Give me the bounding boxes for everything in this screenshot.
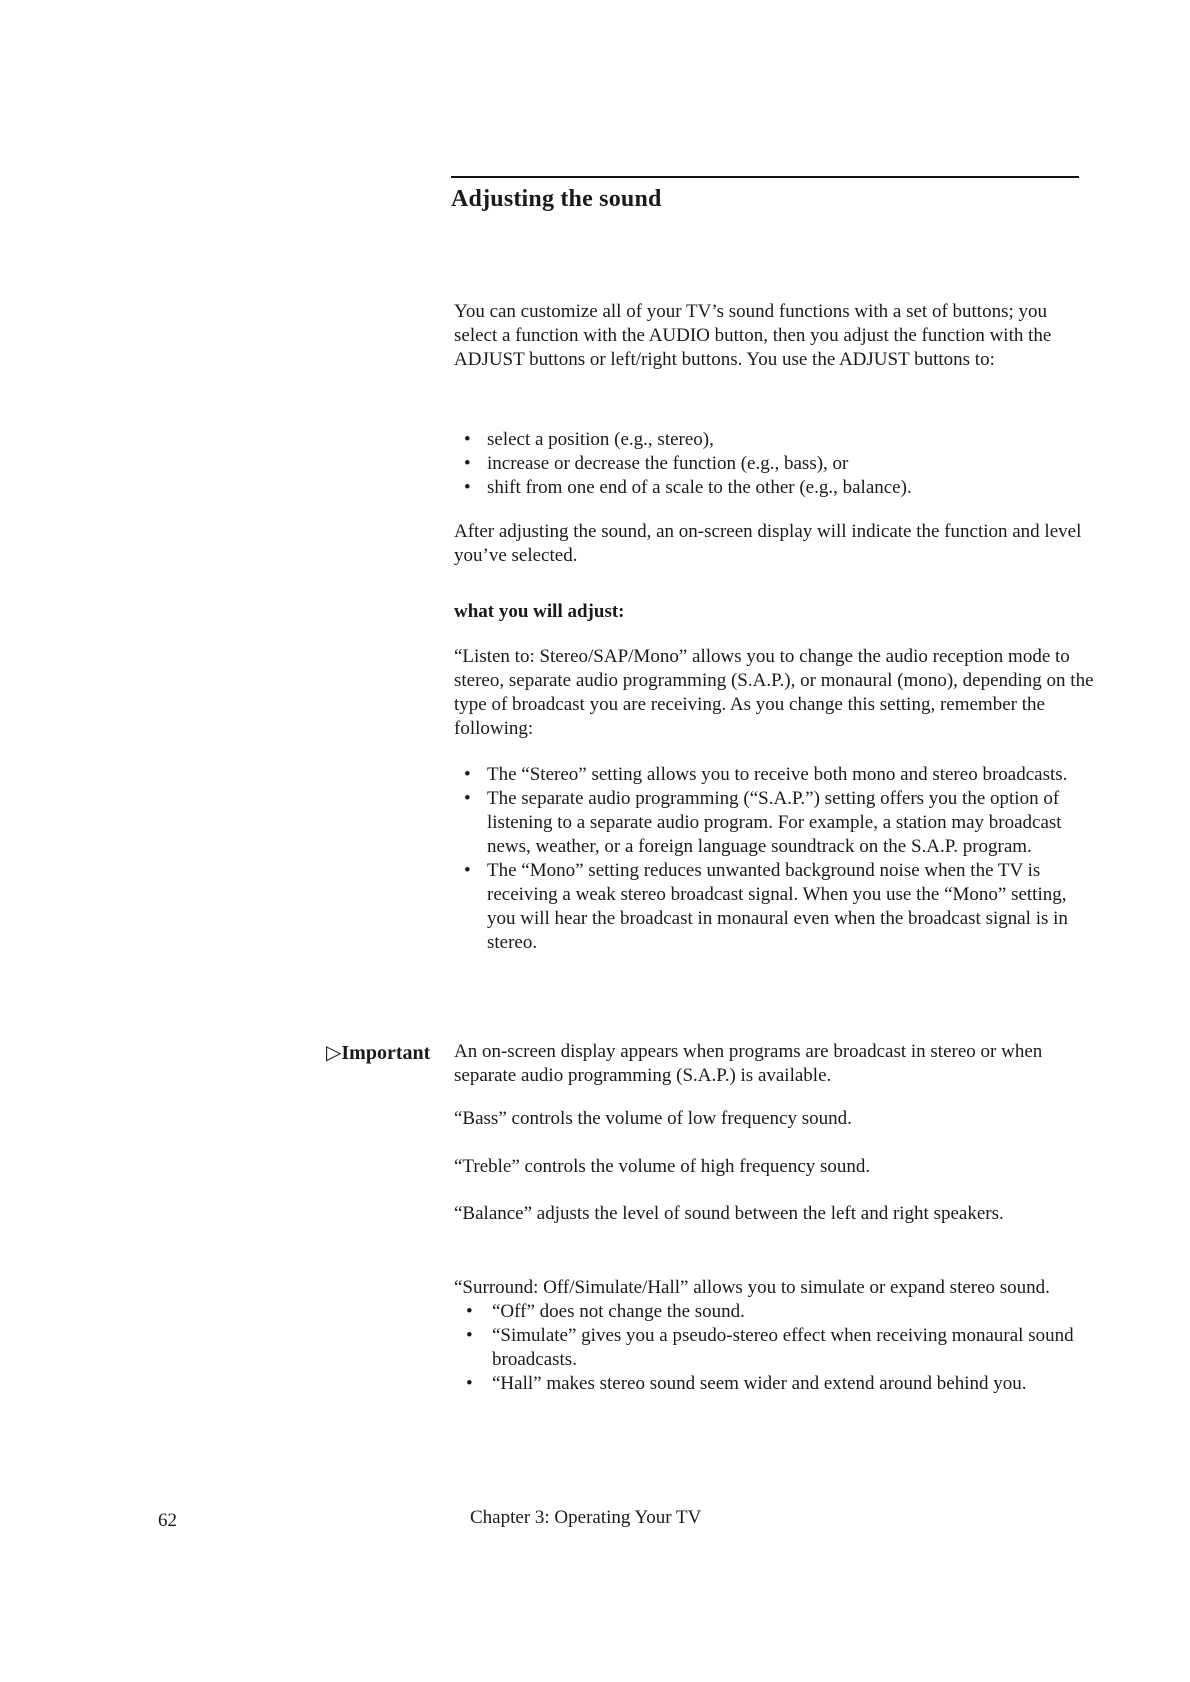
adjust-uses-block [454,428,1094,500]
list-item: • “Off” does not change the sound. [454,1300,1094,1324]
listen-notes-list [454,763,1094,955]
bass-block [454,1107,1094,1131]
chapter-footer: Chapter 3: Operating Your TV [470,1507,702,1528]
surround-notes-list [454,1300,1094,1396]
list-item: • “Simulate” gives you a pseudo-stereo effect when receiving monaural sound broadcasts. [454,1324,1094,1372]
treble-block [454,1155,1094,1179]
list-item: • The “Mono” setting reduces unwanted background noise when the TV is receiving a weak stereo broadcast signal. When you use the “Mono” setting, you will hear the broadcast in monaural even when the broadcast signal is in stereo. [454,859,1094,955]
list-item: • select a position (e.g., stereo), [454,428,1094,452]
subhead-block [454,600,1094,624]
surround-paragraph: “Surround: Off/Simulate/Hall” allows you to simulate or expand stereo sound. [454,1277,1050,1298]
page-title: Adjusting the sound [451,186,662,212]
important-label-text: Important [341,1042,431,1064]
list-item: • The separate audio programming (“S.A.P.”) setting offers you the option of listening to a separate audio program. For example, a station may broadcast news, weather, or a foreign language soundtrack on the S.A.P. program. [454,787,1094,859]
surround-block [454,1276,1094,1396]
after-adjust-block [454,520,1094,568]
list-item: • “Hall” makes stereo sound seem wider and extend around behind you. [454,1372,1094,1396]
intro-block [454,300,1094,372]
bass-paragraph: “Bass” controls the volume of low frequency sound. [454,1108,852,1129]
list-item: • The “Stereo” setting allows you to receive both mono and stereo broadcasts. [454,763,1094,787]
balance-paragraph: “Balance” adjusts the level of sound between the left and right speakers. [454,1203,1004,1224]
list-item: • increase or decrease the function (e.g., bass), or [454,452,1094,476]
listen-notes-block [454,763,1094,955]
treble-paragraph: “Treble” controls the volume of high frequency sound. [454,1156,871,1177]
important-block [454,1040,1094,1088]
important-marker-icon: ▷ [326,1042,342,1064]
page-number: 62 [158,1510,177,1531]
listen-to-block [454,645,1094,741]
section-subhead: what you will adjust: [454,601,625,622]
list-item: • shift from one end of a scale to the other (e.g., balance). [454,476,1094,500]
title-rule [451,176,1079,178]
listen-to-paragraph: “Listen to: Stereo/SAP/Mono” allows you to change the audio reception mode to stereo, separate audio programming (S.A.P.), or monaural (mono), depending on the type of broadcast you are receiving. As you change this setting, remember the following: [454,646,1094,739]
balance-block [454,1202,1094,1226]
after-adjust-paragraph: After adjusting the sound, an on-screen display will indicate the function and level you’ve selected. [454,521,1082,566]
intro-paragraph: You can customize all of your TV’s sound functions with a set of buttons; you select a function with the AUDIO button, then you adjust the function with the ADJUST buttons or left/right buttons. You use the ADJUST buttons to: [454,301,1052,370]
important-text: An on-screen display appears when programs are broadcast in stereo or when separate audio programming (S.A.P.) is available. [454,1041,1043,1086]
adjust-uses-list [454,428,1094,500]
important-label [326,1040,430,1065]
